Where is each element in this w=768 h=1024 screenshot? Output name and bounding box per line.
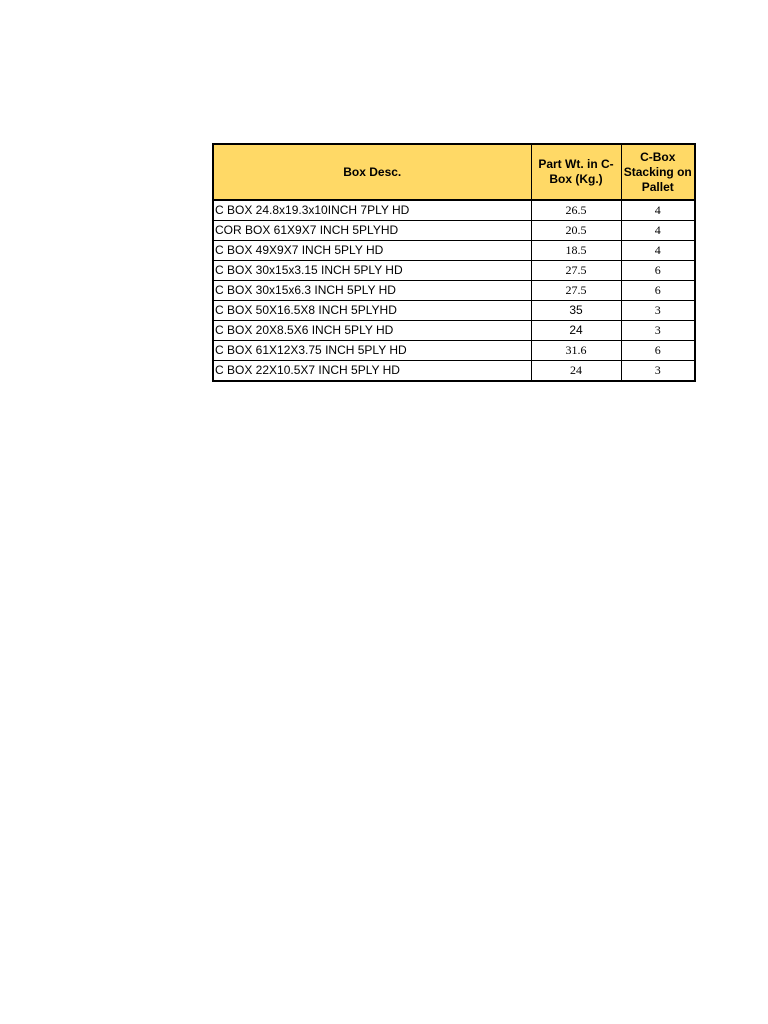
part-weight-cell: 27.5 [531, 281, 621, 301]
table-row [213, 341, 695, 361]
part-weight-cell: 20.5 [531, 221, 621, 241]
part-weight-cell: 24 [531, 361, 621, 382]
box-desc-cell: C BOX 30x15x3.15 INCH 5PLY HD [213, 261, 531, 281]
stacking-cell: 3 [621, 361, 695, 382]
table-row [213, 261, 695, 281]
box-desc-cell: C BOX 50X16.5X8 INCH 5PLYHD [213, 301, 531, 321]
table-row [213, 241, 695, 261]
box-desc-cell: C BOX 20X8.5X6 INCH 5PLY HD [213, 321, 531, 341]
table-row [213, 301, 695, 321]
stacking-cell: 4 [621, 221, 695, 241]
box-desc-cell: C BOX 49X9X7 INCH 5PLY HD [213, 241, 531, 261]
header-box-desc: Box Desc. [213, 144, 531, 200]
part-weight-cell: 18.5 [531, 241, 621, 261]
header-stacking: C-Box Stacking on Pallet [621, 144, 695, 200]
part-weight-cell: 24 [531, 321, 621, 341]
box-spec-table [212, 143, 696, 382]
box-desc-cell: C BOX 24.8x19.3x10INCH 7PLY HD [213, 200, 531, 221]
part-weight-cell: 35 [531, 301, 621, 321]
stacking-cell: 6 [621, 261, 695, 281]
stacking-cell: 3 [621, 321, 695, 341]
table-row [213, 361, 695, 382]
table-row [213, 281, 695, 301]
table-row [213, 221, 695, 241]
stacking-cell: 6 [621, 281, 695, 301]
stacking-cell: 4 [621, 200, 695, 221]
header-row [213, 144, 695, 200]
part-weight-cell: 27.5 [531, 261, 621, 281]
stacking-cell: 3 [621, 301, 695, 321]
box-desc-cell: C BOX 61X12X3.75 INCH 5PLY HD [213, 341, 531, 361]
box-desc-cell: C BOX 22X10.5X7 INCH 5PLY HD [213, 361, 531, 382]
table-row [213, 200, 695, 221]
stacking-cell: 6 [621, 341, 695, 361]
part-weight-cell: 31.6 [531, 341, 621, 361]
part-weight-cell: 26.5 [531, 200, 621, 221]
header-part-weight: Part Wt. in C-Box (Kg.) [531, 144, 621, 200]
box-desc-cell: COR BOX 61X9X7 INCH 5PLYHD [213, 221, 531, 241]
box-desc-cell: C BOX 30x15x6.3 INCH 5PLY HD [213, 281, 531, 301]
stacking-cell: 4 [621, 241, 695, 261]
table-row [213, 321, 695, 341]
